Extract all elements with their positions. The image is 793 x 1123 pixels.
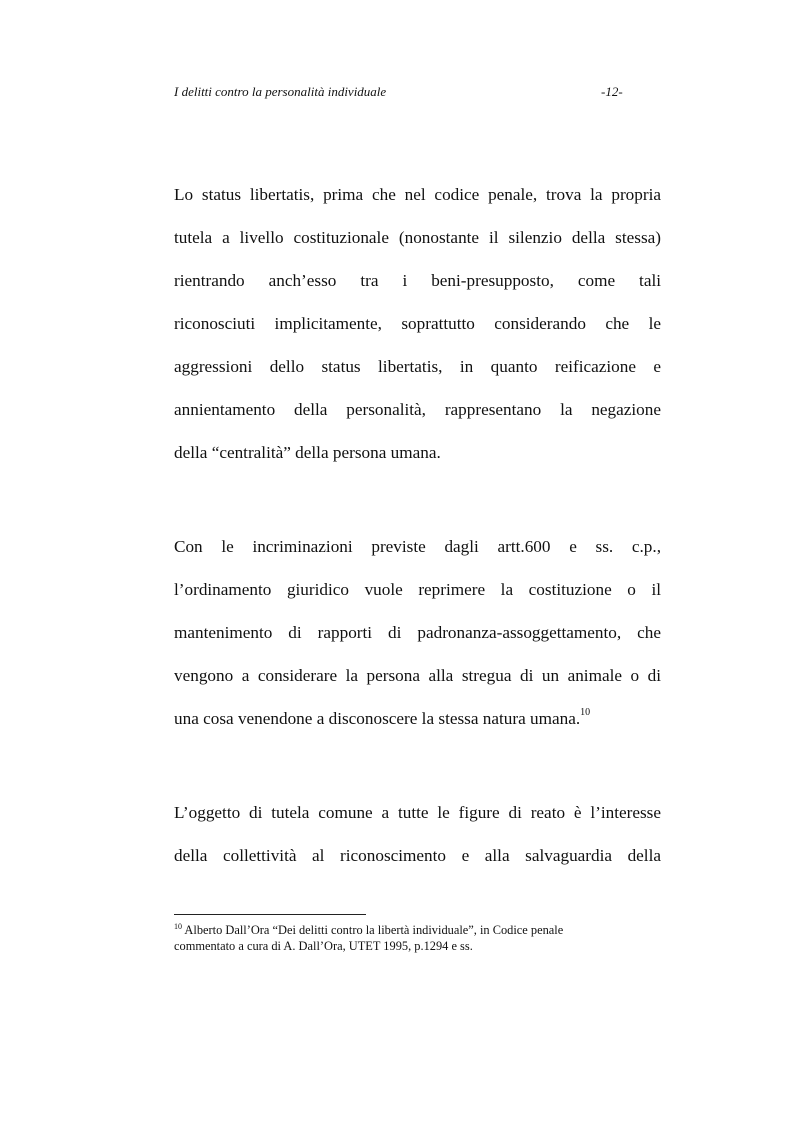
running-header [174,84,624,104]
paragraph-line: rientrando anch’esso tra i beni-presupposto, come tali [174,271,661,290]
paragraph-line: l’ordinamento giuridico vuole reprimere la costituzione o il [174,580,661,599]
paragraph-line [174,708,661,730]
paragraph-line: vengono a considerare la persona alla stregua di un animale o di [174,666,661,685]
footnote-text: Alberto Dall’Ora “Dei delitti contro la libertà individuale”, in Codice penale [184,923,564,937]
paragraph-line: della “centralità” della persona umana. [174,443,441,462]
paragraph-line: Con le incriminazioni previste dagli artt.600 e ss. c.p., [174,537,661,556]
footnote-divider [174,914,366,915]
page-number: -12- [601,84,623,99]
footnote-line: commentato a cura di A. Dall’Ora, UTET 1995, p.1294 e ss. [174,939,473,953]
paragraph-line: Lo status libertatis, prima che nel codice penale, trova la propria [174,185,661,204]
paragraph-line: aggressioni dello status libertatis, in quanto reificazione e [174,357,661,376]
footnote-line [174,922,563,938]
header-title: I delitti contro la personalità individuale [174,84,387,99]
paragraph-line-text: una cosa venendone a disconoscere la stessa natura umana. [174,709,581,728]
footnote-number: 10 [174,922,182,931]
paragraph-line: annientamento della personalità, rappresentano la negazione [174,400,661,419]
paragraph-line: riconosciuti implicitamente, soprattutto considerando che le [174,314,661,333]
paragraph-line: della collettività al riconoscimento e alla salvaguardia della [174,846,661,865]
footnote-reference[interactable]: 10 [580,707,591,718]
paragraph-line: mantenimento di rapporti di padronanza-assoggettamento, che [174,623,661,642]
paragraph-line: L’oggetto di tutela comune a tutte le figure di reato è l’interesse [174,803,661,822]
paragraph-line: tutela a livello costituzionale (nonostante il silenzio della stessa) [174,228,661,247]
